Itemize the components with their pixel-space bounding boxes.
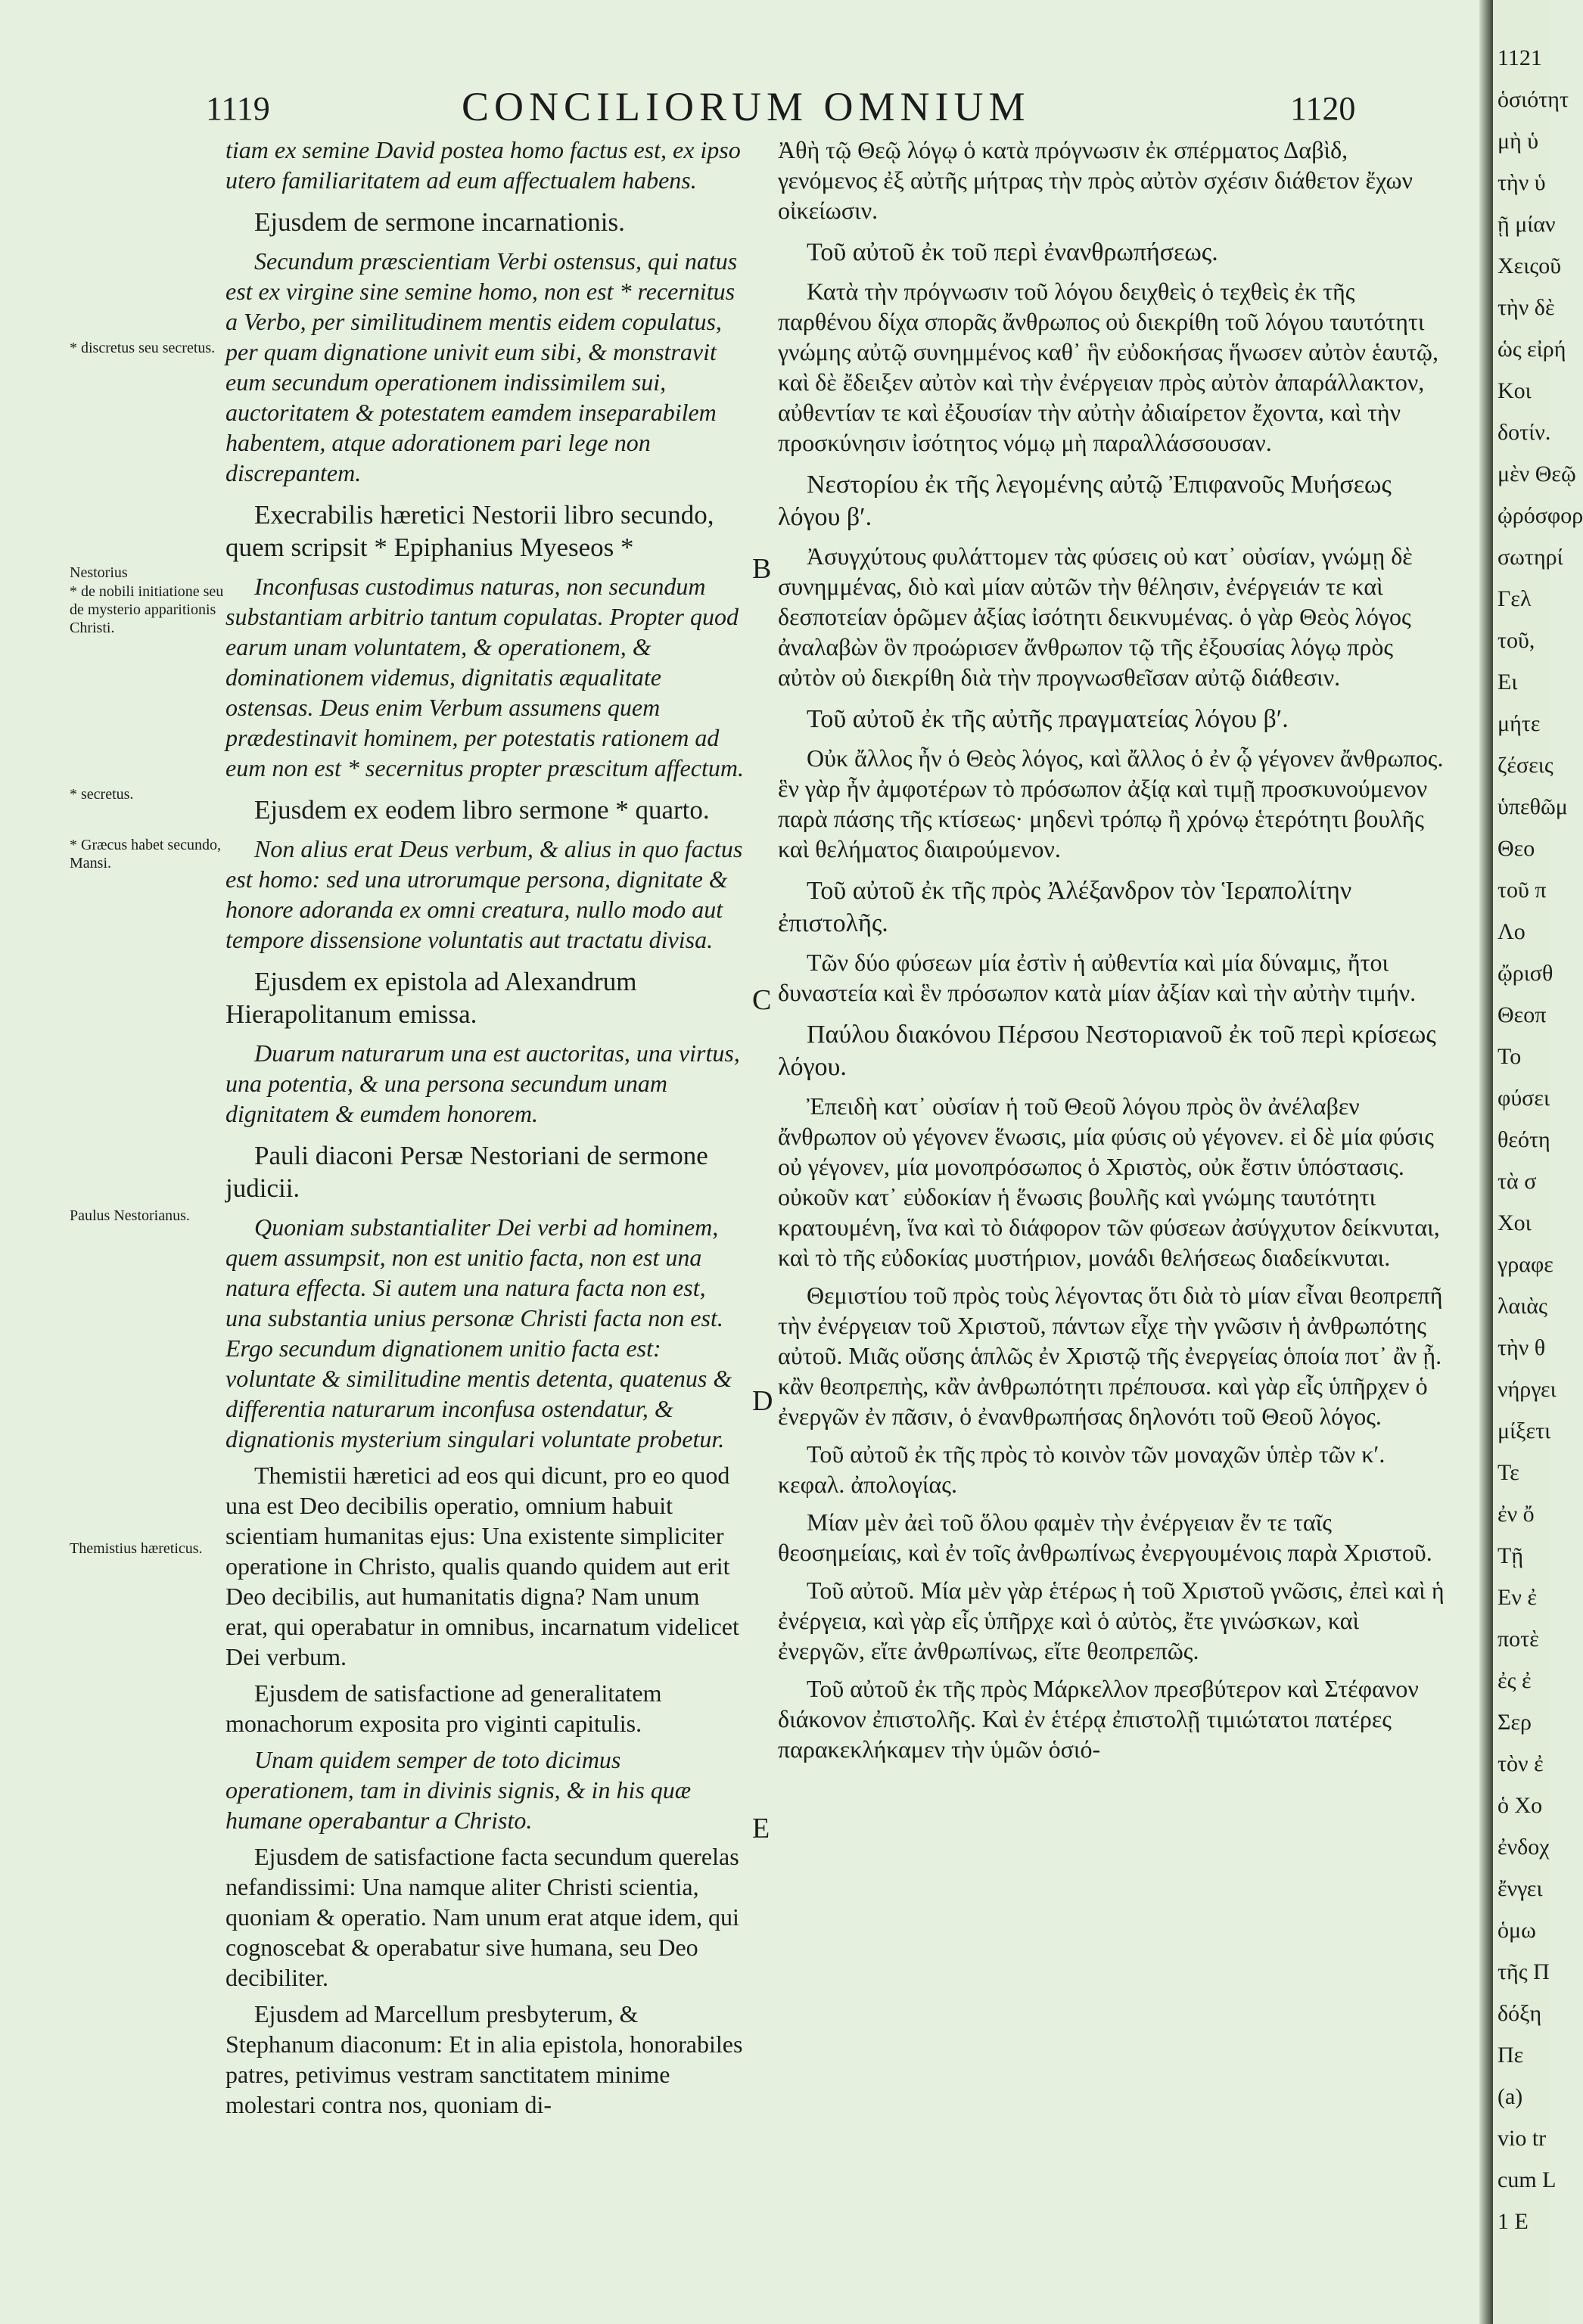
latin-paragraph: Ejusdem de satisfactione ad generalitatem monachorum exposita pro viginti capitulis. (225, 1679, 662, 1737)
adjacent-page-fragment: τοῦ π (1497, 878, 1547, 903)
adjacent-page-fragment: vio tr (1497, 2126, 1547, 2151)
greek-heading: Τοῦ αὐτοῦ ἐκ τοῦ περὶ ἐνανθρωπήσεως. (807, 238, 1218, 266)
greek-paragraph: Θεμιστίου τοῦ πρὸς τοὺς λέγοντας ὅτι διὰ τὸ μίαν εἶναι θεοπρεπῆ τὴν ἐνέργειαν τοῦ Χριστοῦ, πάντων εἶχε τὴν γνῶσιν ἡ ἀνθρωπότης αὐτοῦ. Μιᾶς οὔσης ἁπλῶς ἐν Χριστῷ τῆς ἐνεργείας ὁποία ποτ᾽ ἂν ᾖ. κἂν θεοπρεπὴς, κἂν ἀνθρωπότητι πρέπουσα. καὶ γὰρ εἷς ὑπῆρχεν ὁ ἐνεργῶν ἐν πᾶσιν, ὁ ἐνανθρωπήσας δηλονότι τοῦ Θεοῦ λόγος. (778, 1282, 1443, 1430)
adjacent-page-fragment: μίξετι (1497, 1418, 1551, 1443)
margin-note: Themistius hæreticus. (70, 1540, 203, 1557)
greek-paragraph: Ἐπειδὴ κατ᾽ οὐσίαν ἡ τοῦ Θεοῦ λόγου πρὸς ὃν ἀνέλαβεν ἄνθρωπον οὐ γέγονεν ἕνωσις, μία φύσις οὐ γέγονεν. εἰ δὲ μία φύσις οὐ γέγονεν, μία μονοπρόσωπος ὁ Χριστὸς, οὐκ ἔστιν ὑπόστασις. οὐκοῦν κατ᾽ εὐδοκίαν ἡ ἕνωσις βουλῆς καὶ γνώμης ταυτότητι κρατουμένη, ἵνα καὶ τὸ διάφορον τῶν φύσεων ἀσύγχυτον δείκνυται, καὶ τὸ τῆς εὐδοκίας μυστήριον, μονάδι θελήσεως διαδείκνυται. (778, 1092, 1440, 1271)
latin-paragraph: Inconfusas custodimus naturas, non secundum substantiam arbitrio tantum copulatas. Propter quod earum unam voluntatem, & operationem, & dominationem videmus, dignitatis æqualitate ostensas. Deus enim Verbum assumens quem prædestinavit hominem, per potestatis rationem ad eum non est * secernitus propter præscitum affectum. (225, 573, 744, 781)
adjacent-page-fragment: ῇ μίαν (1497, 212, 1556, 237)
adjacent-page-fragment: τὴν ὑ (1497, 170, 1546, 195)
adjacent-page-fragment: ποτὲ (1497, 1626, 1539, 1651)
adjacent-page-fragment: Χοι (1497, 1210, 1532, 1235)
adjacent-page-fragment: νήργει (1497, 1377, 1557, 1402)
latin-paragraph: Ejusdem ad Marcellum presbyterum, & Stephanum diaconum: Et in alia epistola, honorabiles patres, petivimus vestram sanctitatem minime molestari contra nos, quoniam di- (225, 2000, 743, 2118)
adjacent-page-fragment: τὰ σ (1497, 1169, 1537, 1194)
greek-paragraph: Τοῦ αὐτοῦ ἐκ τῆς πρὸς τὸ κοινὸν τῶν μοναχῶν ὑπὲρ τῶν κ′. κεφαλ. ἀπολογίας. (778, 1440, 1386, 1498)
greek-paragraph: Ἀθὴ τῷ Θεῷ λόγῳ ὁ κατὰ πρόγνωσιν ἐκ σπέρματος Δαβὶδ, γενόμενος ἐξ αὐτῆς μήτρας τὴν πρὸς αὐτὸν σχέσιν διάθετον ἔχων οἰκείωσιν. (778, 136, 1413, 224)
adjacent-page-fragment: ἐν ὄ (1497, 1502, 1535, 1527)
adjacent-page-fragment: ὁμω (1497, 1918, 1536, 1943)
adjacent-page-fragment: σωτηρί (1497, 545, 1563, 570)
adjacent-page-fragment: ἐνδοχ (1497, 1835, 1550, 1860)
section-letter: B (752, 553, 772, 585)
adjacent-page-fragment: λαιὰς (1497, 1294, 1547, 1319)
adjacent-page-fragment: τῆς Π (1497, 1959, 1550, 1984)
adjacent-page-fragment: ζέσεις (1497, 753, 1553, 778)
page-number-left: 1119 (206, 90, 270, 127)
latin-paragraph: Ejusdem de satisfactione facta secundum querelas nefandissimi: Una namque aliter Christi scientia, quoniam & operatio. Nam unum erat atque idem, qui cognoscebat & operabatur sive humana, seu Deo decibiliter. (225, 1843, 739, 1991)
adjacent-page-fragment: Τε (1497, 1460, 1519, 1485)
adjacent-page-fragment: Εν ἐ (1497, 1585, 1537, 1610)
adjacent-page-fragment: ἔνγει (1497, 1876, 1543, 1901)
greek-heading: Παύλου διακόνου Πέρσου Νεστοριανοῦ ἐκ τοῦ περὶ κρίσεως λόγου. (778, 1021, 1436, 1081)
greek-paragraph: Ἀσυγχύτους φυλάττομεν τὰς φύσεις οὐ κατ᾽ οὐσίαν, γνώμῃ δὲ συνημμένας, διὸ καὶ μίαν αὐτῶν τὴν θέλησιν, ἐνέργειάν τε καὶ δεσποτείαν ὁρῶμεν ἀξίας ἰσότητι δεικνυμένας. ὁ γὰρ Θεὸς λόγος ἀναλαβὼν ὃν προώρισεν ἄνθρωπον τῷ τῆς ἐξουσίας λόγῳ πρὸς αὐτὸν οὐ διεκρίθη διὰ τὴν προγνωσθεῖσαν αὐτῷ διάθεσιν. (778, 542, 1413, 691)
greek-heading: Τοῦ αὐτοῦ ἐκ τῆς πρὸς Ἀλέξανδρον τὸν Ἱεραπολίτην ἐπιστολῆς. (778, 877, 1352, 937)
adjacent-page-fragment: μήτε (1497, 711, 1541, 736)
section-letter: E (752, 1813, 770, 1844)
latin-column (225, 135, 748, 2126)
adjacent-page-fragment: τοῦ, (1497, 628, 1535, 653)
latin-heading: Ejusdem ex epistola ad Alexandrum Hierapolitanum emissa. (225, 967, 637, 1029)
adjacent-page-fragment: Χειςοῦ (1497, 253, 1562, 278)
greek-paragraph: Τοῦ αὐτοῦ. Μία μὲν γὰρ ἑτέρως ἡ τοῦ Χριστοῦ γνῶσις, ἐπεὶ καὶ ἡ ἐνέργεια, καὶ γὰρ εἷς ὑπῆρχε καὶ ὁ αὐτὸς, ἔτε γινώσκων, καὶ ἐνεργῶν, εἴτε ἀνθρωπίνως, εἴτε θεοπρεπῶς. (778, 1577, 1445, 1664)
page-number-right: 1120 (1290, 90, 1356, 127)
adjacent-page-fragment: Θεο (1497, 836, 1535, 861)
margin-note: * de nobili initiatione seu de mysterio apparitionis Christi. (70, 583, 224, 636)
adjacent-page-fragment: 1121 (1497, 45, 1542, 70)
latin-heading: Execrabilis hæretici Nestorii libro secundo, quem scripsit * Epiphanius Myeseos * (225, 500, 714, 562)
adjacent-page-fragment: ὁσιότητ (1497, 87, 1569, 112)
adjacent-page-fragment: τὴν δὲ (1497, 295, 1555, 320)
adjacent-page-fragment: 1 E (1497, 2209, 1529, 2234)
adjacent-page-fragment: cum L (1497, 2167, 1557, 2192)
adjacent-page-fragment: Σερ (1497, 1710, 1532, 1735)
greek-heading: Νεστορίου ἐκ τῆς λεγομένης αὐτῷ Ἐπιφανοῦς Μυήσεως λόγου β′. (778, 471, 1392, 531)
adjacent-page-fragment: τὴν θ (1497, 1335, 1546, 1360)
adjacent-page-fragment: Ει (1497, 670, 1518, 694)
adjacent-page-fragment: Γελ (1497, 586, 1532, 611)
margin-note: * discretus seu secretus. (70, 340, 216, 356)
greek-paragraph: Οὐκ ἄλλος ἦν ὁ Θεὸς λόγος, καὶ ἄλλος ὁ ἐν ᾧ γέγονεν ἄνθρωπος. ἓν γὰρ ἦν ἀμφοτέρων τὸ πρόσωπον ἀξίᾳ καὶ τιμῇ προσκυνούμενον παρὰ πάσης τῆς κτίσεως· μηδενὶ τρόπῳ ἢ χρόνῳ ἑτερότητι βουλῆς καὶ θελήματος διαιρούμενον. (778, 744, 1444, 862)
adjacent-page-fragment: μὲν Θεῷ (1497, 461, 1576, 486)
adjacent-page-fragment: ὡς εἰρή (1497, 337, 1566, 362)
adjacent-page-fragment: ᾤρισθ (1497, 961, 1553, 986)
adjacent-page-fragment: Θεοπ (1497, 1002, 1547, 1027)
latin-heading: Pauli diaconi Persæ Nestoriani de sermone judicii. (225, 1141, 708, 1203)
adjacent-page-fragment: ὑπεθῶμ (1497, 794, 1568, 819)
section-letter: D (752, 1385, 773, 1417)
adjacent-page-fragment: Πε (1497, 2043, 1524, 2068)
latin-heading: Ejusdem ex eodem libro sermone * quarto. (254, 795, 710, 825)
adjacent-page-fragment: Λο (1497, 919, 1525, 944)
latin-paragraph: Secundum præscientiam Verbi ostensus, qui natus est ex virgine sine semine homo, non est * recernitus a Verbo, per similitudinem mentis eidem copulatus, per quam dignatione univit eum sibi, & monstravit eum secundum operationem indissimilem sui, auctoritatem & potestatem eamdem inseparabilem habentem, atque adorationem pari lege non discrepantem. (225, 247, 738, 486)
adjacent-page-fragment: Το (1497, 1044, 1522, 1069)
greek-paragraph: Τῶν δύο φύσεων μία ἐστὶν ἡ αὐθεντία καὶ μία δύναμις, ἤτοι δυναστεία καὶ ἓν πρόσωπον κατὰ μίαν ἀξίαν καὶ τὴν αὐτὴν τιμήν. (778, 949, 1417, 1006)
adjacent-page-fragment: Κοι (1497, 378, 1532, 403)
greek-paragraph: Κατὰ τὴν πρόγνωσιν τοῦ λόγου δειχθεὶς ὁ τεχθεὶς ἐκ τῆς παρθένου δίχα σπορᾶς ἄνθρωπος οὐ διεκρίθη τοῦ λόγου ταυτότητι γνώμης αὐτῷ συνημμένος καθ᾽ ἣν εὐδοκήσας ἥνωσεν αὐτὸν ἑαυτῷ, καὶ δὲ ἔδειξεν αὐτὸν καὶ τὴν ἐνέργειαν πρὸς αὐτὸν ἀπαράλλακτον, αὐθεντίαν τε καὶ ἐξουσίαν τὴν αὐτὴν ἀδιαίρετον ἔχοντα, καὶ τὴν προσκύνησιν ἰσότητος νόμῳ μὴ παραλλάσσουσαν. (778, 278, 1438, 456)
greek-paragraph: Μίαν μὲν ἀεὶ τοῦ ὅλου φαμὲν τὴν ἐνέργειαν ἔν τε ταῖς θεοσημείαις, καὶ ἐν τοῖς ἀνθρωπίνως ἐνεργουμένοις παρὰ Χριστοῦ. (778, 1508, 1432, 1566)
adjacent-page-fragment: φύσει (1497, 1086, 1550, 1111)
adjacent-page-fragment: ᾠρόσφορ (1497, 503, 1583, 528)
latin-heading: Ejusdem de sermone incarnationis. (254, 207, 625, 237)
adjacent-page-fragment: γραφε (1497, 1252, 1553, 1277)
latin-paragraph: Unam quidem semper de toto dicimus operationem, tam in divinis signis, & in his quæ humane operabantur a Christo. (225, 1746, 692, 1834)
running-title: CONCILIORUM OMNIUM (462, 84, 1031, 129)
adjacent-page-edge (1493, 0, 1583, 2324)
greek-paragraph: Τοῦ αὐτοῦ ἐκ τῆς πρὸς Μάρκελλον πρεσβύτερον καὶ Στέφανον διάκονον ἐπιστολῆς. Καὶ ἐν ἑτέρᾳ ἐπιστολῇ τιμιώτατοι πατέρες παρακεκλήκαμεν τὴν ὑμῶν ὁσιό- (778, 1675, 1419, 1763)
adjacent-page-fragment: (a) (1497, 2084, 1523, 2109)
adjacent-page-fragment: τὸν ἐ (1497, 1751, 1544, 1776)
margin-note: Nestorius (70, 564, 128, 581)
margin-note: * Græcus habet secundo, Mansi. (70, 837, 221, 872)
margin-note: * secretus. (70, 786, 134, 803)
adjacent-page-fragment: δοτίν. (1497, 420, 1551, 445)
adjacent-page-fragment: δόξη (1497, 2001, 1542, 2026)
book-spine (1479, 0, 1493, 2324)
margin-note: Paulus Nestorianus. (70, 1207, 190, 1224)
latin-paragraph: tiam ex semine David postea homo factus est, ex ipso utero familiaritatem ad eum affectualem habens. (225, 136, 741, 194)
latin-paragraph: Duarum naturarum una est auctoritas, una virtus, una potentia, & una persona secundum unam dignitatem & eumdem honorem. (225, 1039, 740, 1127)
section-letter: C (752, 984, 772, 1016)
greek-heading: Τοῦ αὐτοῦ ἐκ τῆς αὐτῆς πραγματείας λόγου β′. (807, 705, 1289, 733)
latin-paragraph: Non alius erat Deus verbum, & alius in quo factus est homo: sed una utrorumque persona, dignitate & honore adoranda ex omni creatura, nullo modo aut tempore dissensione voluntatis aut tractatu divisa. (225, 835, 743, 953)
latin-paragraph: Quoniam substantialiter Dei verbi ad hominem, quem assumpsit, non est unitio facta, non est una natura effecta. Si autem una natura facta non est, una substantia unius personæ Christi facta non est. Ergo secundum dignationem unitio facta est: voluntate & similitudine mentis detenta, quatenus & differentia naturarum inconfusa ostendatur, & dignationis mysterium singulari voluntate probetur. (225, 1213, 732, 1452)
adjacent-page-fragment: Τῇ (1497, 1543, 1524, 1568)
adjacent-page-fragment: ὁ Χο (1497, 1793, 1543, 1818)
adjacent-page-fragment: θεότη (1497, 1127, 1550, 1152)
greek-column (778, 135, 1451, 1772)
latin-paragraph: Themistii hæretici ad eos qui dicunt, pro eo quod una est Deo decibilis operatio, omnium habuit scientiam humanitas ejus: Una existente simpliciter operatione in Christo, qualis quando quidem aut erit Deo decibilis, aut humanitatis digna? Nam unum erat, qui operabatur in omnibus, incarnatum videlicet Dei verbum. (225, 1462, 739, 1670)
adjacent-page-fragment: ἐς ἐ (1497, 1668, 1532, 1693)
adjacent-page-fragment: μὴ ὑ (1497, 129, 1539, 154)
